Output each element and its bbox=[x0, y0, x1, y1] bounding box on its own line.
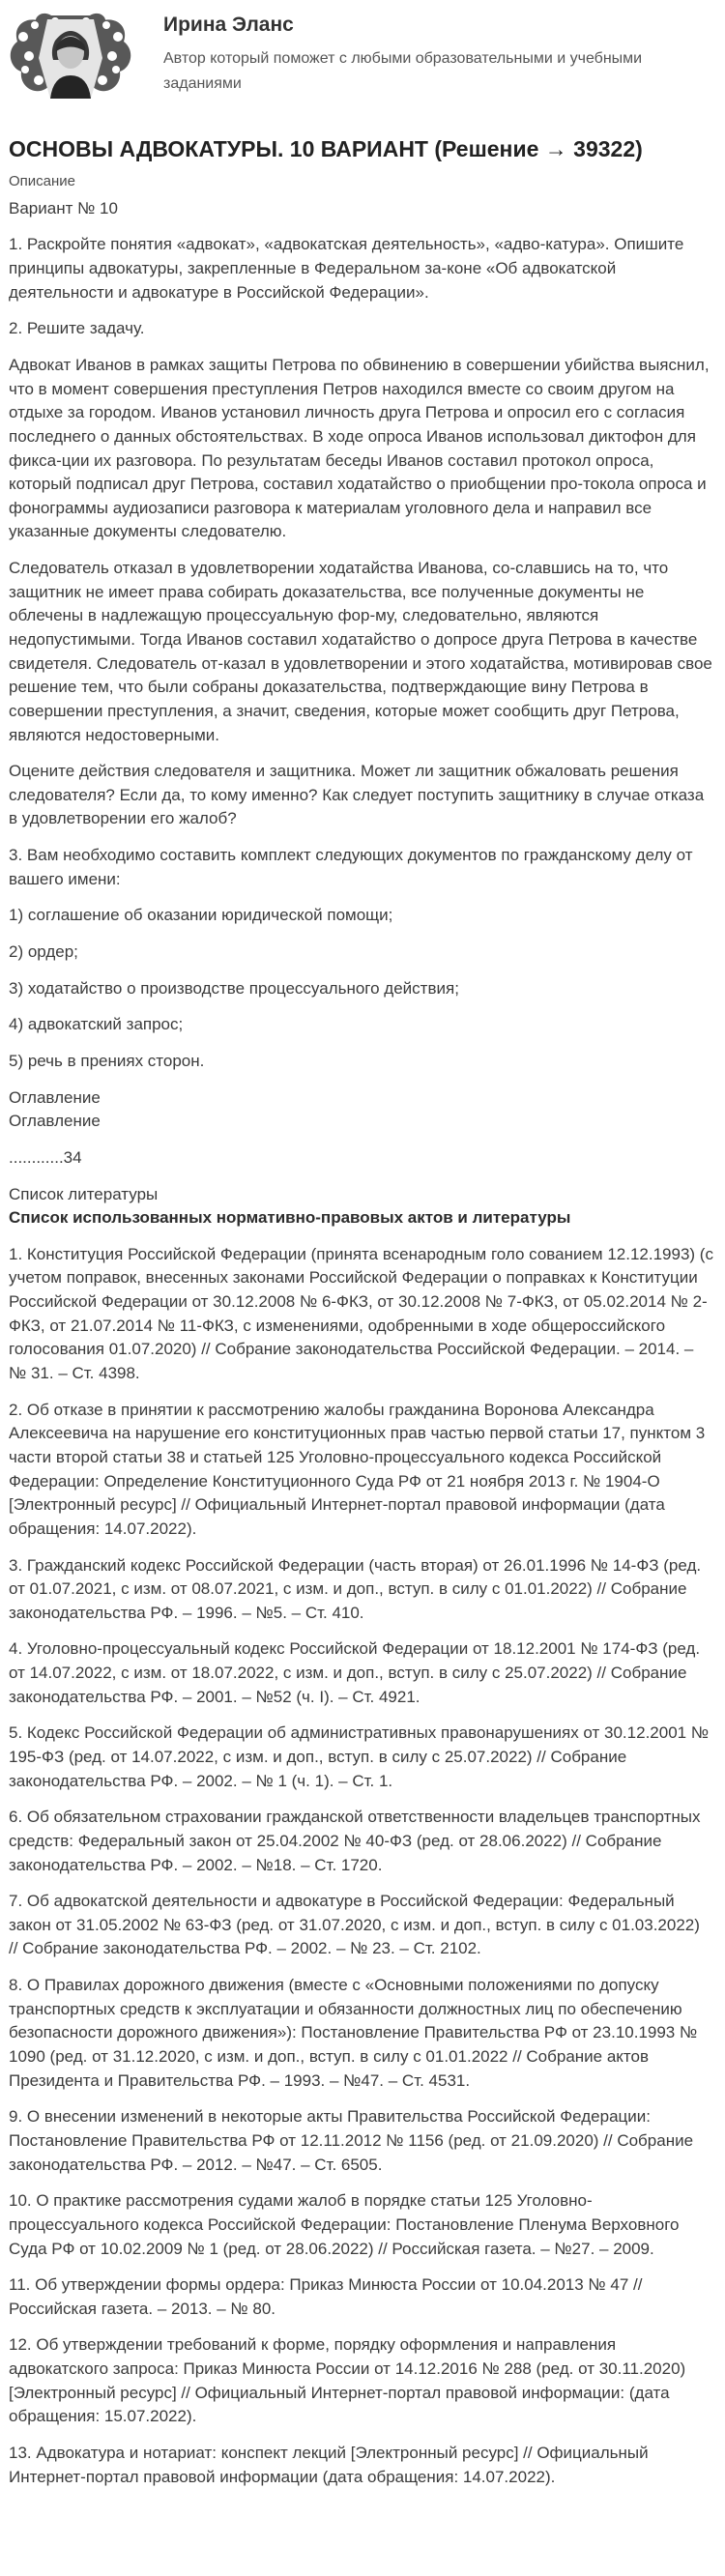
bibliography-item: 10. О практике рассмотрения судами жалоб в порядке статьи 125 Уголовно-процессуального кодекса Российской Федерации: Постановление Пленума Верховного Суда РФ от 10.02.2009 № 1 (ред. от 28.06.2022) // Российская газета. – №27. – 2009. bbox=[9, 2191, 680, 2258]
toc-label: Оглавление bbox=[9, 1087, 101, 1107]
task-list-item: 2) ордер; bbox=[9, 942, 78, 962]
task-list-item: 1) соглашение об оказании юридической помощи; bbox=[9, 906, 393, 925]
bibliography-item: 3. Гражданский кодекс Российской Федерации (часть вторая) от 26.01.1996 № 14-ФЗ (ред. от 01.07.2021, с изм. от 08.07.2021, с изм. и доп., вступ. в силу с 01.01.2022) // Собрание законодательства РФ. – 1996. – №5. – Ст. 410. bbox=[9, 1555, 702, 1622]
task-paragraph: Оцените действия следователя и защитника. Может ли защитник обжаловать решения следователя? Если да, то кому именно? Как следует поступить защитнику в случае отказа в удовлетворении его жалоб? bbox=[9, 762, 705, 828]
task-paragraph: Следователь отказал в удовлетворении ходатайства Иванова, со-славшись на то, что защитник не имеет права собирать доказательства, все полученные документы не облечены в надлежащую процессуальную фор-му, следовательно, являются недопустимыми. Тогда Иванов составил ходатайство о допросе друга Петрова в качестве свидетеля. Следователь от-казал в удовлетворении и этого ходатайства, мотивировав свое решение тем, что были собраны доказательства, подтверждающие вину Петрова в совершении преступления, а значит, сведения, которые может сообщить друг Петрова, являются недостоверными. bbox=[9, 559, 712, 744]
bibliography-item: 2. Об отказе в принятии к рассмотрению жалобы гражданина Воронова Александра Алексеевича на нарушение его конституционных прав частью первой статьи 17, пунктом 3 части второй статьи 38 и статьей 125 Уголовно-процессуального кодекса Российской Федерации: Определение Конституционного Суда РФ от 21 ноября 2013 г. № 1904-О [Электронный ресурс] // Официальный Интернет-портал правовой информации (дата обращения: 14.07.2022). bbox=[9, 1400, 706, 1538]
author-tagline: Автор который поможет с любыми образовательными и учебными заданиями bbox=[163, 50, 643, 93]
description-label: Описание bbox=[9, 172, 76, 189]
author-info bbox=[163, 8, 690, 98]
task-list-item: 3) ходатайство о производстве процессуального действия; bbox=[9, 978, 459, 998]
toc-block bbox=[9, 1086, 713, 1134]
bibliography-item: 1. Конституция Российской Федерации (принята всенародным голо сованием 12.12.1993) (с учетом поправок, внесенных законами Российской Федерации о поправках к Конституции Российской Федерации от 30.12.2008 № 6-ФКЗ, от 30.12.2008 № 7-ФКЗ, от 05.02.2014 № 2-ФКЗ, от 21.07.2014 № 11-ФКЗ, с изменениями, одобренными в ходе общероссийского голосования 01.07.2020) // Собрание законодательства Российской Федерации. – 2014. – № 31. – Ст. 4398. bbox=[9, 1244, 713, 1383]
bibliography-item: 13. Адвокатура и нотариат: конспект лекций [Электронный ресурс] // Официальный Интернет-портал правовой информации (дата обращения: 14.07.2022). bbox=[9, 2444, 649, 2486]
bibliography-item: 5. Кодекс Российской Федерации об административных правонарушениях от 30.12.2001 № 195-ФЗ (ред. от 14.07.2022, с изм. и доп., вступ. в силу с 25.07.2022) // Собрание законодательства РФ. – 2002. – № 1 (ч. 1). – Ст. 1. bbox=[9, 1723, 710, 1790]
bibliography-label: Список литературы bbox=[9, 1184, 159, 1203]
task-paragraph: Адвокат Иванов в рамках защиты Петрова по обвинению в совершении убийства выяснил, что в момент совершения преступления Петров находился вместе со своим другом на отдыхе за городом. Иванов установил личность друга Петрова и опросил его с согласия последнего о данных обстоятельствах. В ходе опроса Иванов использовал диктофон для фикса-ции их разговора. По результатам беседы Иванов составил протокол опроса, который подписал друг Петрова, составил ходатайство о приобщении про-токола опроса и фонограммы аудиозаписи разговора к материалам уголовного дела и направил все указанные документы следователю. bbox=[9, 355, 710, 541]
bibliography-item: 6. Об обязательном страховании гражданской ответственности владельцев транспортных средств: Федеральный закон от 25.04.2002 № 40-ФЗ (ред. от 28.06.2022) // Собрание законодательства РФ. – 2002. – №18. – Ст. 1720. bbox=[9, 1808, 701, 1874]
task-list-item: 5) речь в прениях сторон. bbox=[9, 1051, 205, 1070]
author-profile-link[interactable] bbox=[9, 8, 713, 108]
task-list-item: 4) адвокатский запрос; bbox=[9, 1015, 184, 1034]
toc-page-ref: ............34 bbox=[9, 1147, 82, 1167]
author-name: Ирина Эланс bbox=[163, 14, 294, 36]
task-paragraph: 1. Раскройте понятия «адвокат», «адвокатская деятельность», «адво-катура». Опишите принципы адвокатуры, закрепленные в Федеральном за-коне «Об адвокатской деятельности и адвокатуре в Российской Федерации». bbox=[9, 235, 684, 302]
task-paragraph: 2. Решите задачу. bbox=[9, 319, 145, 338]
bibliography-item: 8. О Правилах дорожного движения (вместе с «Основными положениями по допуску транспортных средств к эксплуатации и обязанности должностных лиц по обеспечению безопасности дорожного движения»): Постановление Правительства РФ от 23.10.1993 № 1090 (ред. от 31.12.2020, с изм. и доп., вступ. в силу с 01.01.2022 // Собрание актов Президента и Правительства РФ. – 1993. – №47. – Ст. 4531. bbox=[9, 1976, 698, 2090]
bibliography-item: 7. Об адвокатской деятельности и адвокатуре в Российской Федерации: Федеральный закон от 31.05.2002 № 63-ФЗ (ред. от 31.07.2020, с изм. и доп., вступ. в силу с 01.03.2022) // Собрание законодательства РФ. – 2002. – № 23. – Ст. 2102. bbox=[9, 1892, 700, 1958]
bibliography-header bbox=[9, 1183, 713, 1230]
bibliography-item: 9. О внесении изменений в некоторые акты Правительства Российской Федерации: Постановление Правительства РФ от 12.11.2012 № 1156 (ред. от 21.09.2020) // Собрание законодательства РФ. – 2012. – №47. – Ст. 6505. bbox=[9, 2107, 694, 2174]
bibliography-item: 4. Уголовно-процессуальный кодекс Российской Федерации от 18.12.2001 № 174-ФЗ (ред. от 14.07.2022, с изм. от 18.07.2022, с изм. и доп., вступ. в силу с 25.07.2022) // Собрание законодательства РФ. – 2001. – №52 (ч. I). – Ст. 4921. bbox=[9, 1639, 701, 1706]
author-avatar bbox=[9, 8, 132, 108]
avatar-image bbox=[9, 8, 132, 108]
task-paragraph: 3. Вам необходимо составить комплект следующих документов по гражданскому делу от вашего имени: bbox=[9, 846, 693, 888]
page-title: ОСНОВЫ АДВОКАТУРЫ. 10 ВАРИАНТ (Решение → 39322) bbox=[9, 136, 643, 161]
variant-label: Вариант № 10 bbox=[9, 198, 118, 217]
toc-heading: Оглавление bbox=[9, 1112, 101, 1131]
bibliography-heading: Список использованных нормативно-правовых актов и литературы bbox=[9, 1208, 571, 1228]
bibliography-item: 11. Об утверждении формы ордера: Приказ Минюста России от 10.04.2013 № 47 // Российская газета. – 2013. – № 80. bbox=[9, 2275, 643, 2318]
bibliography-item: 12. Об утверждении требований к форме, порядку оформления и направления адвокатского запроса: Приказ Минюста России от 14.12.2016 № 288 (ред. от 30.11.2020) [Электронный ресурс] // Официальный Интернет-портал правовой информации: (дата обращения: 15.07.2022). bbox=[9, 2335, 686, 2426]
